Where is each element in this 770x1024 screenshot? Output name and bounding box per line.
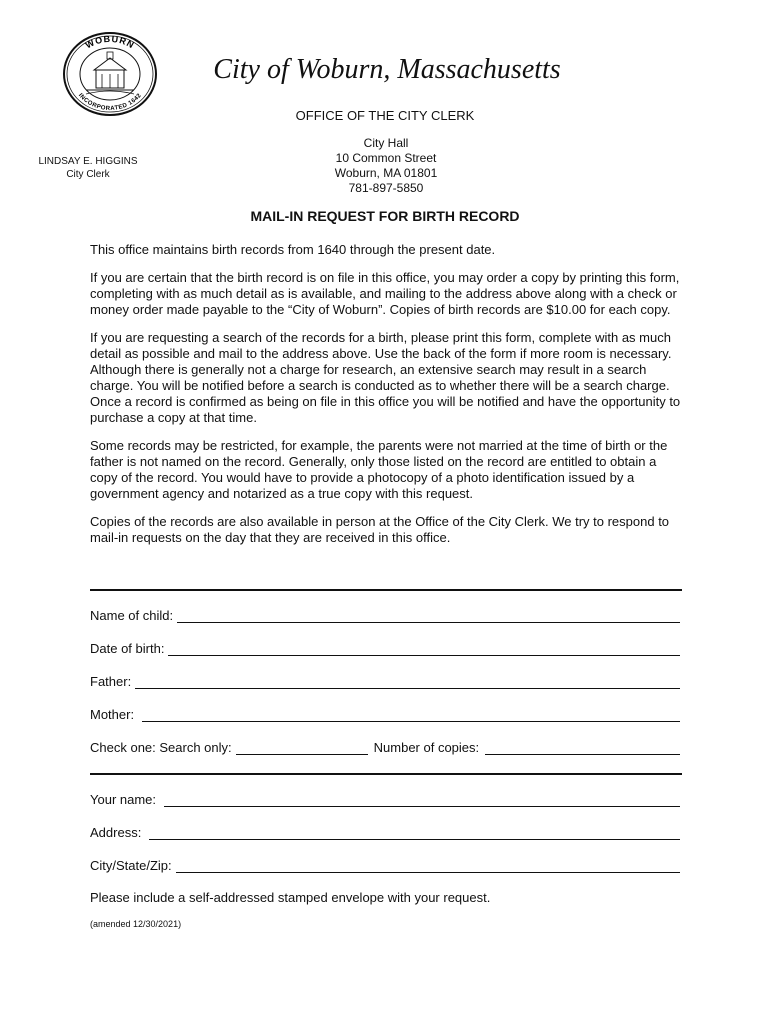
office-address xyxy=(300,136,472,196)
svg-text:WOBURN: WOBURN xyxy=(83,33,137,51)
field-label: Mother: xyxy=(90,707,135,722)
paragraph: If you are certain that the birth record is on file in this office, you may order a copy by printing this form, completing with as much detail as is available, and mailing to the address above along with a check or money order made payable to the “City of Woburn”. Copies of birth records are $10.00 for each copy. xyxy=(90,270,680,317)
search-only-line[interactable] xyxy=(236,742,368,755)
envelope-note: Please include a self-addressed stamped envelope with your request. xyxy=(90,890,491,905)
svg-text:INCORPORATED 1642: INCORPORATED 1642 xyxy=(77,92,143,113)
field-label: Check one: Search only: xyxy=(90,740,232,755)
form-title: MAIL-IN REQUEST FOR BIRTH RECORD xyxy=(250,208,520,224)
your-name-field[interactable] xyxy=(90,792,680,807)
mother-line[interactable] xyxy=(142,709,680,722)
your-name-line[interactable] xyxy=(164,794,680,807)
address-line: 10 Common Street xyxy=(335,151,437,165)
address-line: Woburn, MA 01801 xyxy=(334,166,438,180)
field-label: Number of copies: xyxy=(373,740,480,755)
phone-number: 781-897-5850 xyxy=(348,181,424,195)
city-title: City of Woburn, Massachusetts xyxy=(213,54,561,85)
address-line-input[interactable] xyxy=(149,827,680,840)
paragraph: Copies of the records are also available in person at the Office of the City Clerk. We try to respond to mail-in requests on the day that they are received in this office. xyxy=(90,514,670,545)
child-name-line[interactable] xyxy=(177,610,680,623)
clerk-title: City Clerk xyxy=(66,169,110,180)
paragraph: If you are requesting a search of the records for a birth, please print this form, complete with as much detail as possible and mail to the address above. Use the back of the form if more room is necessary. Although there is generally not a charge for research, an extensive search may result in a search charge. You will be notified before a search is conducted as to whether there will be a search charge. Once a record is confirmed as being on file in this office you will be notified and have the opportunity to purchase a copy at that time. xyxy=(90,330,681,425)
paragraph: Some records may be restricted, for example, the parents were not married at the time of birth or the father is not named on the record. Generally, only those listed on the record are entitled to obtain a copy of the record. You would have to provide a photocopy of a photo identification issued by a government agency and notarized as a true copy with this request. xyxy=(90,438,668,501)
search-copies-field[interactable] xyxy=(90,740,680,755)
city-state-zip-field[interactable] xyxy=(90,858,680,873)
amended-date: (amended 12/30/2021) xyxy=(90,919,182,929)
field-label: Your name: xyxy=(90,792,157,807)
city-state-zip-line[interactable] xyxy=(176,860,680,873)
date-of-birth-field[interactable] xyxy=(90,641,680,656)
field-label: Name of child: xyxy=(90,608,174,623)
father-line[interactable] xyxy=(135,676,680,689)
field-label: City/State/Zip: xyxy=(90,858,172,873)
clerk-name: LINDSAY E. HIGGINS xyxy=(38,156,138,167)
field-label: Father: xyxy=(90,674,132,689)
mother-field[interactable] xyxy=(90,707,680,722)
date-of-birth-line[interactable] xyxy=(168,643,680,656)
address-field[interactable] xyxy=(90,825,680,840)
office-name: OFFICE OF THE CITY CLERK xyxy=(295,108,475,123)
clerk-block xyxy=(26,155,150,181)
child-name-field[interactable] xyxy=(90,608,680,623)
paragraph: This office maintains birth records from 1640 through the present date. xyxy=(90,242,496,257)
section-divider xyxy=(90,773,682,775)
field-label: Address: xyxy=(90,825,142,840)
field-label: Date of birth: xyxy=(90,641,165,656)
address-line: City Hall xyxy=(363,136,409,150)
father-field[interactable] xyxy=(90,674,680,689)
number-of-copies-line[interactable] xyxy=(485,742,680,755)
section-divider xyxy=(90,589,682,591)
instructions xyxy=(90,242,682,558)
